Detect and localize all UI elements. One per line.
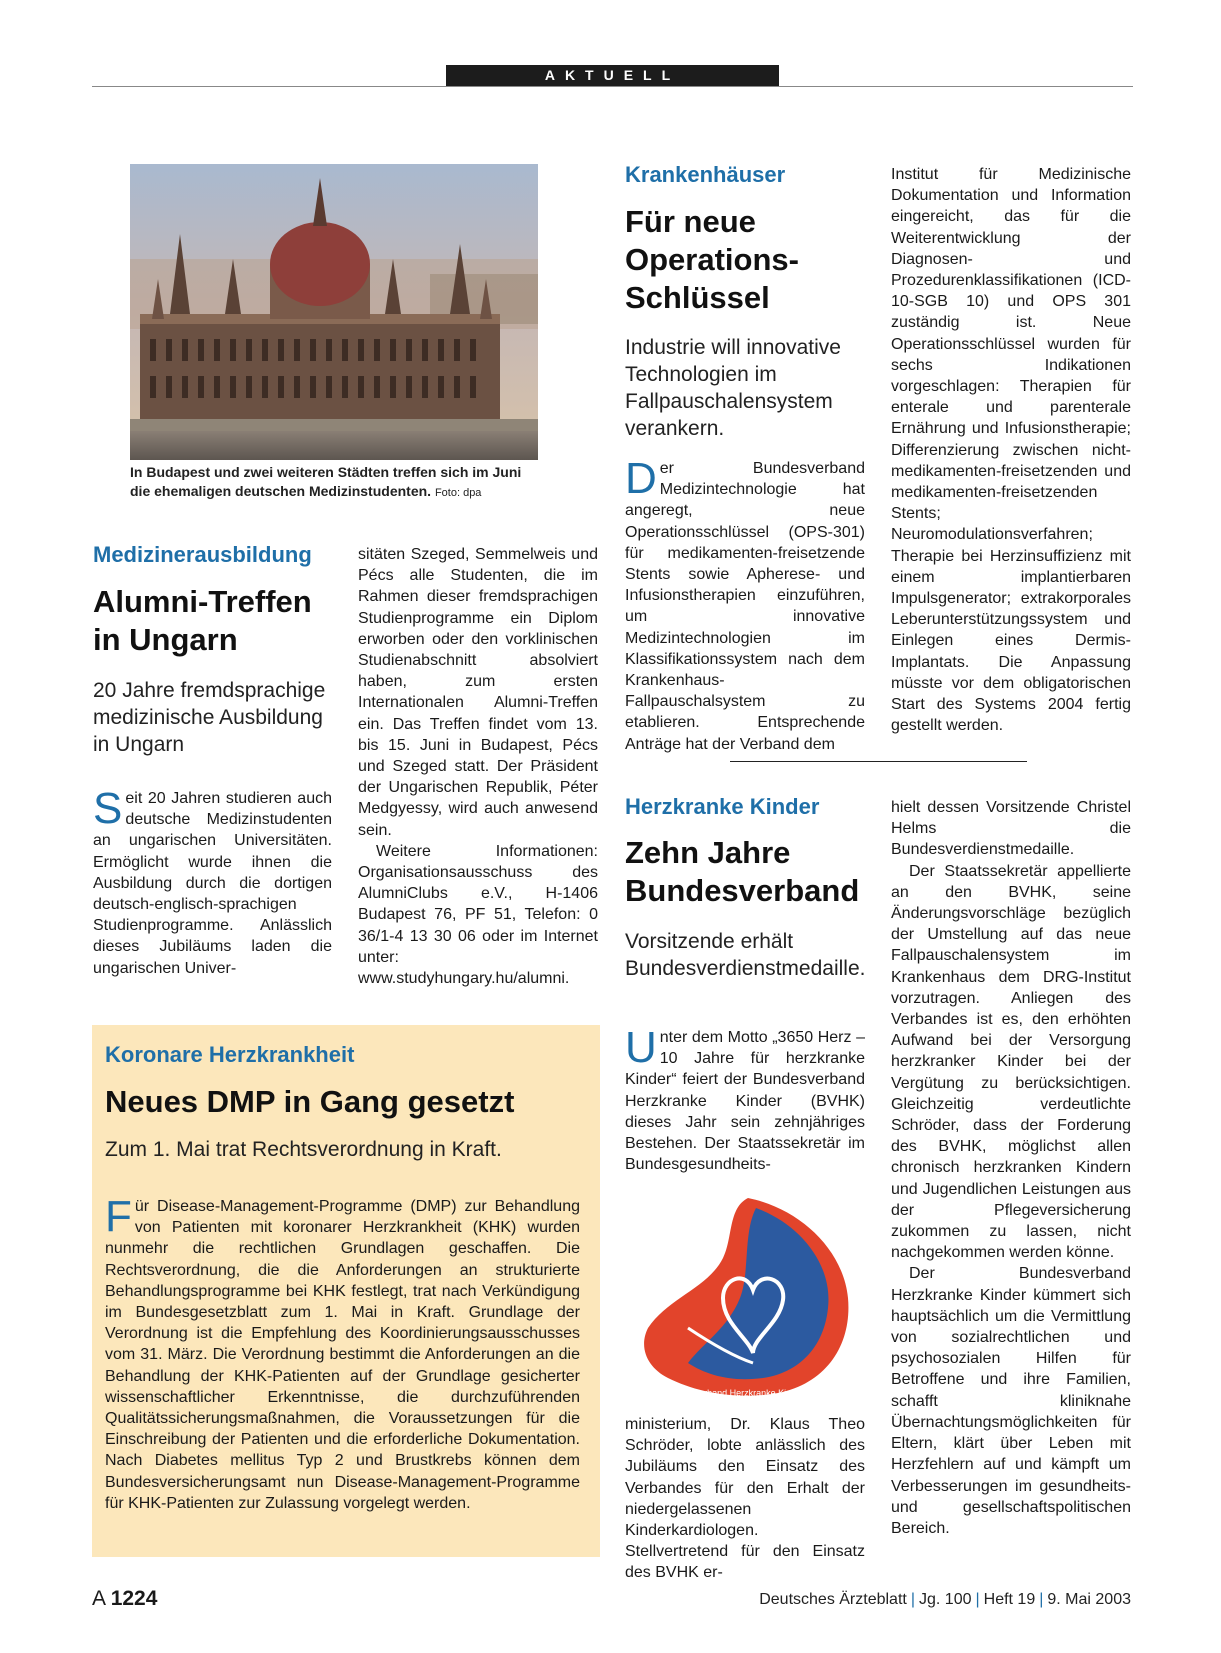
ops-kicker: Krankenhäuser [625,162,786,187]
ops-col1 [625,454,865,755]
photo-credit: Foto: dpa [434,487,482,499]
dmp-body-text: ür Disease-Management-Programme (DMP) zur Behandlung von Patienten mit koronarer Herzkrankheit (KHK) wurden nunmehr die rechtlichen Grundlagen geschaffen. Die Rechtsverordnung, die die Anforderungen an strukturierte Behandlungsprogramme bei KHK festlegt, trat nach Verkündigung im Bundesgesetzblatt zum 1. Mai in Kraft. Grundlage der Verordnung ist die Empfehlung des Koordinierungsausschusses vom 31. März. Die Verordnung bestimmt die Anforderungen an die Behandlung der KHK-Patienten auf der Grundlage gesicherter wissenschaftlicher Erkenntnisse, die durchzuführenden Qualitätssicherungsmaßnahmen, die Voraussetzungen für die Einschreibung der Patienten und die erforderliche Dokumentation. Nach Diabetes mellitus Typ 2 und Brustkrebs können dem Bundesversicherungsamt nun Disease-Management-Programme für KHK-Patienten zur Zulassung vorgelegt werden. [105,1198,580,1512]
alumni-dropcap: S [93,784,123,833]
heart-logo-icon [628,1178,858,1408]
page-prefix: A [92,1587,105,1610]
bvhk-col1-top-text: nter dem Motto „3650 Herz – 10 Jahre für herzkranke Kinder“ feiert der Bundesverband Herzkranke Kinder (BVHK) dieses Jahr sein zehnjähriges Bestehen. Der Staatssekretär im Bundesgesundheits- [625,1029,865,1174]
ops-dropcap: D [625,454,657,503]
page-number-value: 1224 [110,1587,158,1610]
separator: | [910,1591,915,1608]
bvhk-kicker: Herzkranke Kinder [625,794,820,819]
journal-volume: Jg. 100 [919,1591,972,1608]
journal-issue: Heft 19 [983,1591,1036,1608]
bvhk-deck: Vorsitzende erhält Bundesverdienstmedaille. [625,930,866,980]
journal-name: Deutsches Ärzteblatt [759,1591,907,1608]
bvhk-col1-bottom: ministerium, Dr. Klaus Theo Schröder, lobte anlässlich des Jubiläums den Einsatz des Verbandes für den Erhalt der niedergelassenen Kinderkardiologen. Stellvertretend für den Einsatz des BVHK er- [625,1416,865,1582]
ops-col1-text: er Bundesverband Medizintechnologie hat angeregt, neue Operationsschlüssel (OPS-301) für medikamenten-freisetzende Stents sowie Apherese- und Infusionstherapien einzuführen, um innovative Medizintechnologien im Klassifikationssystem nach dem Krankenhaus-Fallpauschalsystem zu etablieren. Entsprechende Anträge hat der Verband dem [625,460,865,753]
alumni-col2 [358,544,598,989]
page-number [92,1587,157,1611]
bvhk-headline: Zehn Jahre Bundesverband [625,835,860,908]
alumni-headline: Alumni-Treffen in Ungarn [93,584,312,657]
bvhk-col2-p3: Der Bundesverband Herzkranke Kinder kümmert sich hauptsächlich um die Vermittlung von sozialrechtlichen und psychosozialen Hilfen für Betroffene und ihre Familien, schafft kliniknahe Übernachtungsmöglichkeiten für Eltern, klärt über Leben mit Herzfehlern auf und kämpft um Verbesserungen im gesundheits- und gesellschaftspolitischen Bereich. [891,1265,1131,1537]
bvhk-logo [628,1178,858,1408]
section-header: AKTUELL [446,65,779,86]
separator: | [975,1591,980,1608]
bvhk-col2-p2: Der Staatssekretär appellierte an den BVHK, seine Änderungsvorschläge bezüglich der Umstellung auf das neue Fallpauschalensystem im Krankenhaus dem DRG-Institut vorzutragen. Anliegen des Verbandes ist es, den erhöhten Aufwand bei der Versorgung herzkranker Kinder bei der Vergütung zu berücksichtigen. Gleichzeitig verdeutlichte Schröder, dass der Forderung des BVHK, möglichst allen chronisch herzkranken Kindern und Jugendlichen Leistungen aus der Pflegeversicherung zukommen zu lassen, nicht nachgekommen werden könne. [891,862,1131,1262]
dmp-deck: Zum 1. Mai trat Rechtsverordnung in Kraft. [105,1138,502,1161]
alumni-col2-p1: sitäten Szeged, Semmelweis und Pécs alle Studenten, die im Rahmen dieser fremdsprachigen Studienprogramme ein Diplom erworben oder den vorklinischen Studienabschnitt absolviert haben, zum ersten Internationalen Alumni-Treffen ein. Das Treffen findet vom 13. bis 15. Juni in Budapest, Pécs und Szeged statt. Der Präsident der Ungarischen Republik, Péter Medgyessy, wird auch anwesend sein. [358,546,598,839]
caption-text: In Budapest und zwei weiteren Städten treffen sich im Juni die ehemaligen deutschen Medizinstudenten. [130,464,522,499]
parliament-illustration [130,164,538,460]
dmp-dropcap: F [105,1192,132,1241]
photo-caption [130,463,540,503]
header-rule [92,86,1133,87]
alumni-col1-text: eit 20 Jahren studieren auch deutsche Medizinstudenten an ungarischen Universitäten. Ermöglicht wurde ihnen die Ausbildung durch die dortigen deutsch-englisch-sprachigen Studienprogramme. Anlässlich dieses Jubiläums laden die ungarischen Univer- [93,790,332,977]
ops-col2: Institut für Medizinische Dokumentation und Information eingereicht, das für die Weiterentwicklung der Diagnosen- und Prozedurenklassifikationen (ICD-10-SGB 10) und OPS 301 zuständig ist. Neue Operationsschlüssel wurden für sechs Indikationen vorgeschlagen: Therapien für enterale und parenterale Ernährung und Infusionstherapie; Differenzierung zwischen nicht-medikamenten-freisetzenden und medikamenten-freisetzenden Stents; Neuromodulationsverfahren; Therapie bei Herzinsuffizienz mit einem implantierbaren Impulsgenerator; extrakorporales Leberunterstützungssystem und Einlegen eines Dermis-Implantats. Die Anpassung müsste vor dem obligatorischen Start des Systems 2004 fertig gestellt werden. [891,166,1131,735]
bvhk-col1-top [625,1023,865,1175]
dmp-headline: Neues DMP in Gang gesetzt [105,1084,515,1119]
bvhk-col2 [891,797,1131,1539]
dmp-kicker: Koronare Herzkrankheit [105,1042,355,1067]
logo-text: Bundesverband Herzkranke Kinder e.V. [664,1388,822,1398]
alumni-col1 [93,784,332,979]
ops-headline: Für neue Operations-Schlüssel [625,204,799,315]
dmp-infobox [92,1025,600,1557]
bvhk-dropcap: U [625,1023,657,1072]
dmp-body [105,1192,580,1514]
bvhk-col2-p1: hielt dessen Vorsitzende Christel Helms die Bundesverdienstmedaille. [891,799,1131,859]
alumni-deck: 20 Jahre fremdsprachige medizinische Ausbildung in Ungarn [93,679,326,756]
budapest-photo [130,164,538,460]
journal-date: 9. Mai 2003 [1047,1591,1131,1608]
alumni-kicker: Medizinerausbildung [93,542,312,567]
alumni-col2-p2: Weitere Informationen: Organisationsausschuss des AlumniClubs e.V., H-1406 Budapest 76, PF 51, Telefon: 0 36/1-4 13 30 06 oder im Internet unter: www.studyhungary.hu/alumni. [358,842,598,988]
separator: | [1039,1591,1044,1608]
section-divider [730,761,1027,762]
ops-deck: Industrie will innovative Technologien im Fallpauschalensystem verankern. [625,336,841,440]
journal-info [759,1591,1131,1609]
